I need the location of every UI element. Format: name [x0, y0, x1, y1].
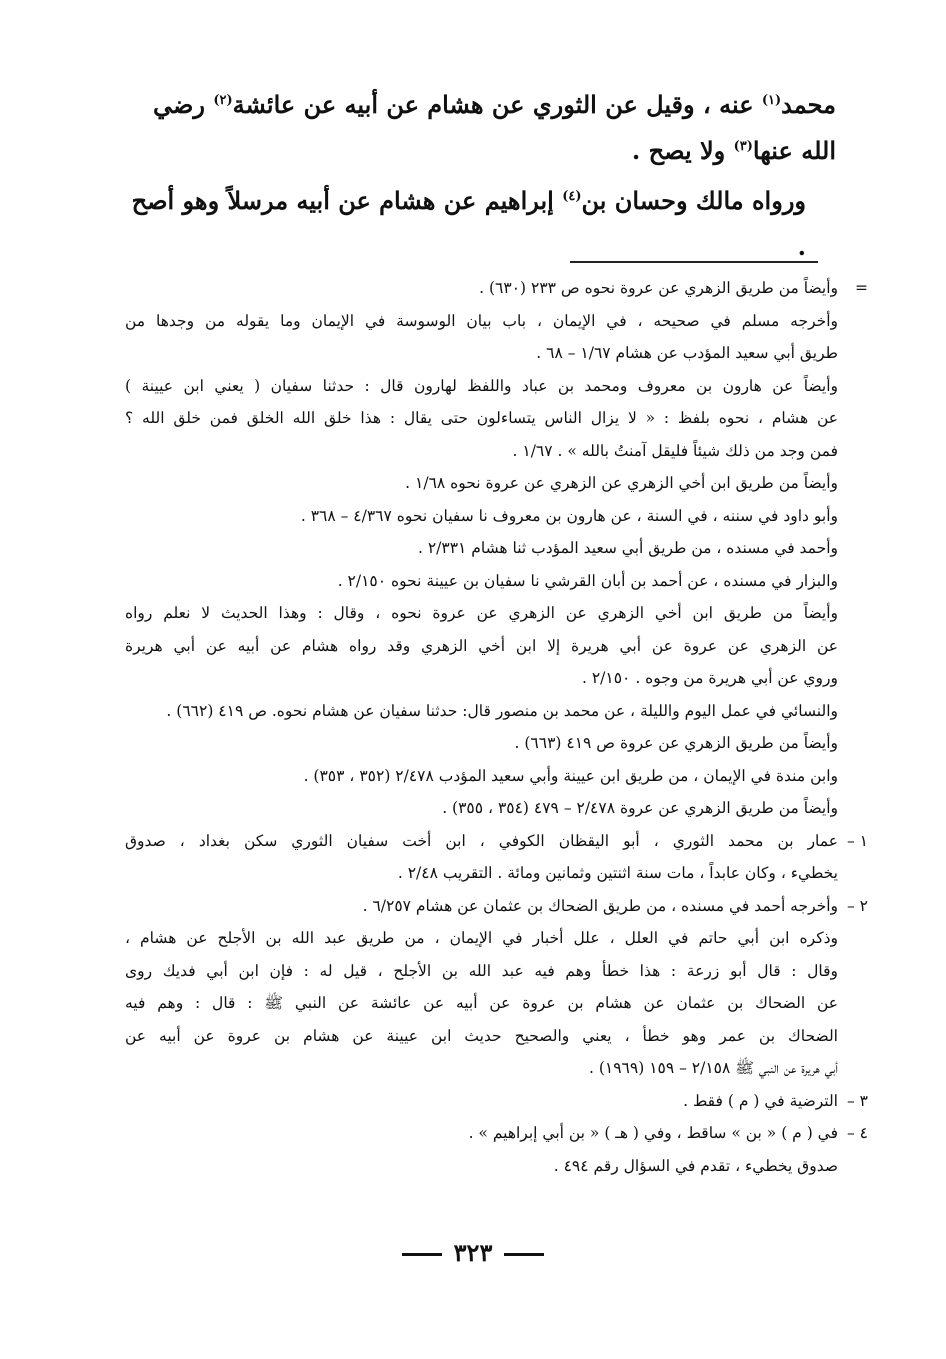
footnote-ref-2: (٢)	[213, 93, 233, 108]
page-number-dash	[402, 1253, 442, 1256]
footnote-line: والنسائي في عمل اليوم والليلة ، عن محمد بن منصور قال: حدثنا سفيان عن هشام نحوه. ص ٤١٩ (٦٦٢) .	[166, 701, 838, 720]
footnote-line: وأبو داود في سننه ، في السنة ، عن هارون بن معروف نا سفيان نحوه ٤/٣٦٧ – ٣٦٨ .	[300, 506, 838, 525]
footnote-number: ٤ –	[846, 1124, 868, 1142]
footnote-ref-3: (٣)	[733, 139, 753, 154]
main-text-span: رضي الله عنها	[153, 90, 836, 165]
main-paragraph-1	[120, 82, 836, 174]
page-number	[0, 1238, 946, 1267]
footnote-line: في ( م ) « بن » ساقط ، وفي ( هـ ) « بن أبي إبراهيم » .	[468, 1124, 838, 1142]
footnote-number: ٢ –	[846, 896, 868, 915]
footnote-3	[125, 1085, 868, 1118]
footnote-ref-1: (١)	[761, 93, 782, 108]
page-number-dash	[504, 1253, 544, 1256]
footnote-divider	[570, 261, 818, 263]
footnote-line: يخطيء ، وكان عابداً ، مات سنة اثنتين وثمانين ومائة . التقريب ٢/٤٨ .	[397, 864, 838, 882]
footnote-2	[125, 890, 868, 923]
footnote-1	[125, 825, 868, 858]
footnote-line: الضحاك بن عمر وهو خطأ ، يعني والصحيح حديث ابن عيينة عن هشام بن عروة عن أبيه عن	[125, 1026, 838, 1045]
main-text-span: ورواه مالك وحسان بن	[581, 186, 806, 215]
continuation-marker: =	[855, 279, 868, 297]
footnote-line: طريق أبي سعيد المؤدب عن هشام ١/٦٧ – ٦٨ .	[536, 344, 838, 362]
footnote-number: ١ –	[846, 831, 868, 850]
footnote-line: وروي عن أبي هريرة من وجوه . ٢/١٥٠ .	[582, 669, 838, 687]
footnote-ref-4: (٤)	[562, 189, 582, 204]
main-paragraph-2	[120, 178, 836, 270]
footnote-line: وابن مندة في الإيمان ، من طريق ابن عيينة وأبي سعيد المؤدب ٢/٤٧٨ (٣٥٢ ، ٣٥٣) .	[303, 766, 838, 785]
footnote-line: عن الزهري عن عروة عن أبي هريرة إلا ابن أخي الزهري وقد رواه هشام عن أبيه عن أبي هريرة	[125, 636, 838, 655]
main-text-span: إبراهيم عن هشام عن أبيه مرسلاً وهو أصح .	[131, 186, 806, 261]
footnote-line: عن هشام ، نحوه بلفظ : « لا يزال الناس يتساءلون حتى يقال : هذا خلق الله الخلق فمن خلق الله ؟	[125, 409, 838, 427]
footnote-line: وذكره ابن أبي حاتم في العلل ، علل أخبار في الإيمان ، من طريق عبد الله بن الأجلح عن هشام ،	[125, 929, 838, 947]
footnote-line: والبزار في مسنده ، عن أحمد بن أبان القرشي نا سفيان بن عيينة نحوه ٢/١٥٠ .	[337, 571, 838, 590]
footnote-line: وأيضاً من طريق الزهري عن عروة ٢/٤٧٨ – ٤٧٩ (٣٥٤ ، ٣٥٥) .	[442, 799, 838, 817]
footnote-line: وأيضاً عن هارون بن معروف ومحمد بن عباد واللفظ لهارون قال : حدثنا سفيان ( يعني ابن عيينة )	[125, 376, 838, 395]
footnote-line: فمن وجد من ذلك شيئاً فليقل آمنتُ بالله » . ١/٦٧ .	[512, 441, 838, 460]
main-text	[120, 82, 836, 270]
footnote-line: وأيضاً من طريق الزهري عن عروة نحوه ص ٢٣٣ (٦٣٠) .	[479, 279, 838, 297]
footnote-line: وأحمد في مسنده ، من طريق أبي سعيد المؤدب ثنا هشام ٢/٣٣١ .	[417, 539, 838, 557]
footnote-line: وأيضاً من طريق الزهري عن عروة ص ٤١٩ (٦٦٣) .	[514, 734, 838, 752]
footnote-line: عن الضحاك بن عثمان عن هشام بن عروة عن أبيه عن عائشة عن النبي ﷺ : قال : وهم فيه	[125, 994, 838, 1012]
main-text-span: محمد	[781, 90, 836, 119]
footnote-line: أبي هريرة عن النبي ﷺ ٢/١٥٨ – ١٥٩ (١٩٦٩) .	[589, 1059, 838, 1077]
page-number-text: ٣٢٣	[453, 1238, 493, 1267]
footnote-line: وقال : قال أبو زرعة : هذا خطأ وهم فيه عبد الله بن الأجلح ، قيل له : فإن ابن أبي فديك روى	[125, 961, 838, 980]
main-text-span: ولا يصح .	[631, 136, 734, 165]
footnote-continuation	[125, 272, 868, 305]
footnote-line: وأيضاً من طريق ابن أخي الزهري عن الزهري عن عروة نحوه ، وقال : وهذا الحديث لا نعلم رواه	[125, 604, 838, 622]
footnote-line: وأيضاً من طريق ابن أخي الزهري عن الزهري عن عروة نحوه ١/٦٨ .	[405, 474, 838, 492]
footnote-line: الترضية في ( م ) فقط .	[683, 1091, 838, 1110]
footnote-line: وأخرجه أحمد في مسنده ، من طريق الضحاك بن عثمان عن هشام ٦/٢٥٧ .	[362, 896, 838, 915]
footnote-line: عمار بن محمد الثوري ، أبو اليقظان الكوفي ، ابن أخت سفيان الثوري سكن بغداد ، صدوق	[125, 831, 838, 850]
footnote-4	[125, 1117, 868, 1150]
footnote-line: وأخرجه مسلم في صحيحه ، في الإيمان ، باب بيان الوسوسة في الإيمان وما يقوله من وجدها من	[125, 311, 838, 330]
main-text-span: عنه ، وقيل عن الثوري عن هشام عن أبيه عن عائشة	[232, 90, 762, 119]
footnotes	[125, 272, 868, 1182]
footnote-number: ٣ –	[846, 1091, 868, 1110]
footnote-line: صدوق يخطيء ، تقدم في السؤال رقم ٤٩٤ .	[553, 1156, 838, 1175]
